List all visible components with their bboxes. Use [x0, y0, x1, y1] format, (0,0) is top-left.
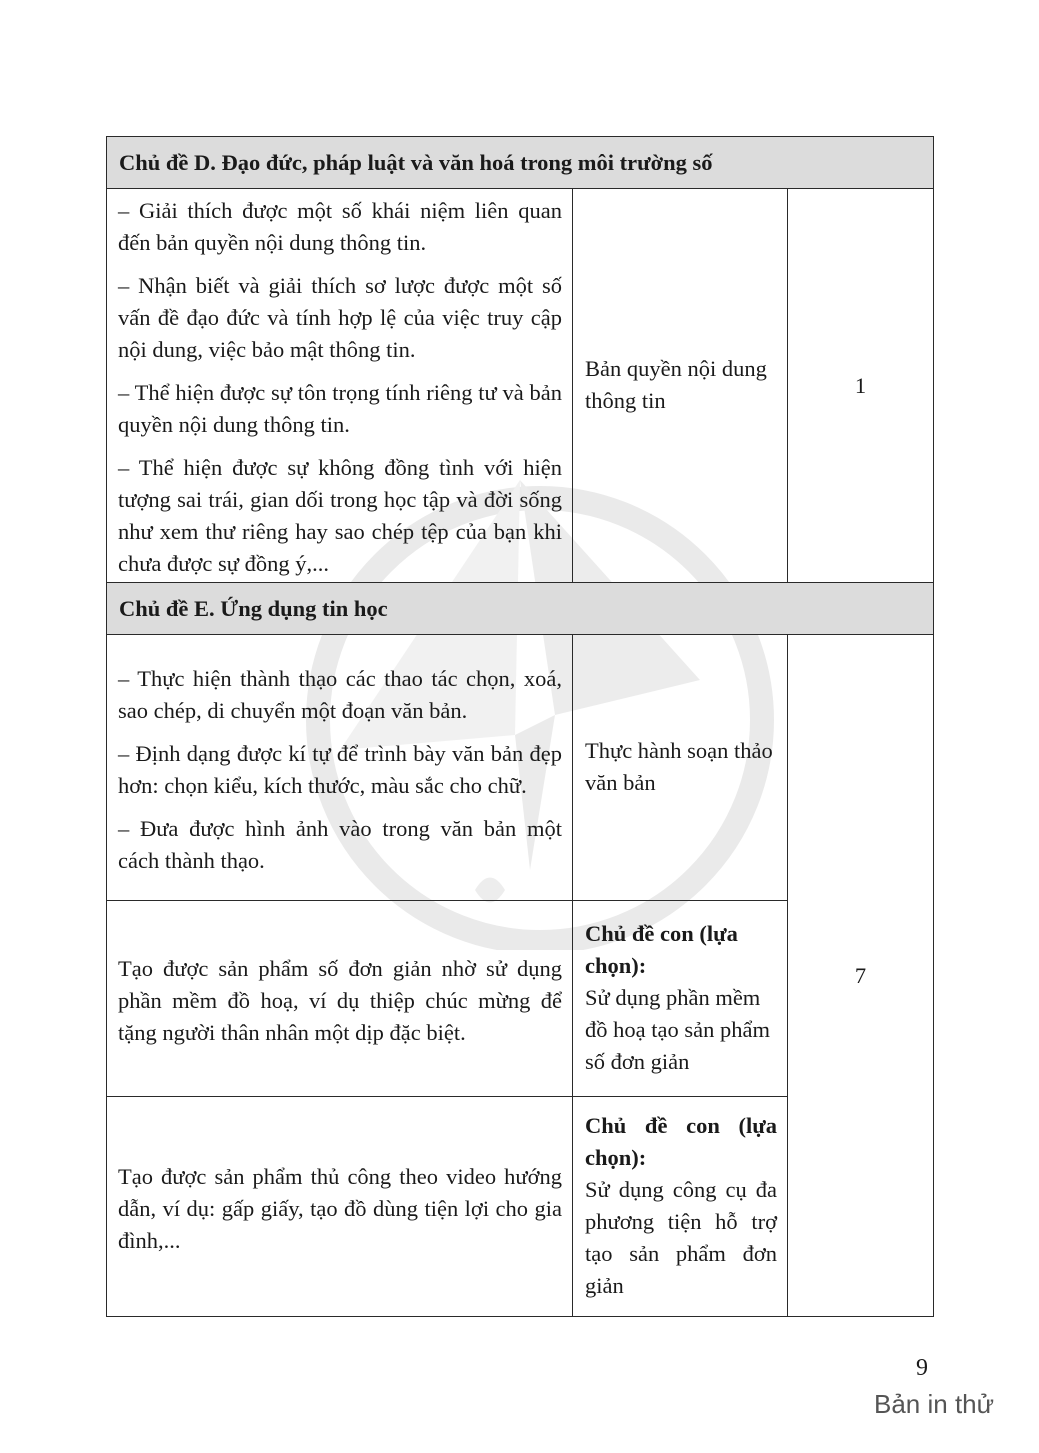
topic-e-row-1-content: Thực hành soạn thảo văn bản [573, 635, 788, 901]
subtopic-text: Sử dụng công cụ đa phương tiện hỗ trợ tạo sản phẩm đơn giản [585, 1176, 777, 1298]
topic-e-periods: 7 [788, 635, 934, 1317]
requirement-item: – Giải thích được một số khái niệm liên quan đến bản quyền nội dung thông tin. [118, 198, 562, 255]
topic-d-periods: 1 [788, 189, 934, 583]
topic-e-header-row [107, 583, 934, 635]
requirement-item: – Thể hiện được sự không đồng tình với hiện tượng sai trái, gian dối trong học tập và đời sống như xem thư riêng hay sao chép tệp của bạn khi chưa được sự đồng ý,... [118, 455, 562, 576]
topic-d-row [107, 189, 934, 583]
page-number: 9 [916, 1355, 928, 1381]
topic-e-row-1 [107, 635, 934, 901]
topic-d-header-row [107, 137, 934, 189]
topic-e-row-3-content [573, 1097, 788, 1317]
requirement-item: Tạo được sản phẩm thủ công theo video hướng dẫn, ví dụ: gấp giấy, tạo đồ dùng tiện lợi cho gia đình,... [118, 1163, 562, 1253]
curriculum-table [106, 136, 934, 1317]
topic-e-row-1-requirements [107, 635, 573, 901]
requirement-item: – Thực hiện thành thạo các thao tác chọn, xoá, sao chép, di chuyển một đoạn văn bản. [118, 665, 562, 723]
subtopic-label: Chủ đề con (lựa chọn): [585, 1112, 777, 1170]
topic-d-content: Bản quyền nội dung thông tin [573, 189, 788, 583]
draft-print-label: Bản in thử [874, 1389, 995, 1419]
requirement-item: – Đưa được hình ảnh vào trong văn bản một cách thành thạo. [118, 815, 562, 873]
subtopic-label: Chủ đề con (lựa chọn): [585, 920, 738, 978]
topic-e-row-2-content [573, 901, 788, 1097]
topic-e-row-2-requirement [107, 901, 573, 1097]
topic-d-title: Chủ đề D. Đạo đức, pháp luật và văn hoá trong môi trường số [107, 137, 934, 189]
topic-e-row-3-requirement [107, 1097, 573, 1317]
topic-d-requirements [107, 189, 573, 583]
requirement-item: – Định dạng được kí tự để trình bày văn bản đẹp hơn: chọn kiểu, kích thước, màu sắc cho chữ. [118, 740, 562, 798]
requirement-item: – Thể hiện được sự tôn trọng tính riêng tư và bản quyền nội dung thông tin. [118, 380, 562, 437]
requirement-item: – Nhận biết và giải thích sơ lược được một số vấn đề đạo đức và tính hợp lệ của việc truy cập nội dung, việc bảo mật thông tin. [118, 273, 562, 362]
subtopic-text: Sử dụng phần mềm đồ hoạ tạo sản phẩm số đơn giản [585, 984, 770, 1074]
requirement-item: Tạo được sản phẩm số đơn giản nhờ sử dụng phần mềm đồ hoạ, ví dụ thiệp chúc mừng để tặng người thân nhân một dịp đặc biệt. [118, 955, 562, 1045]
topic-e-title: Chủ đề E. Ứng dụng tin học [107, 583, 934, 635]
